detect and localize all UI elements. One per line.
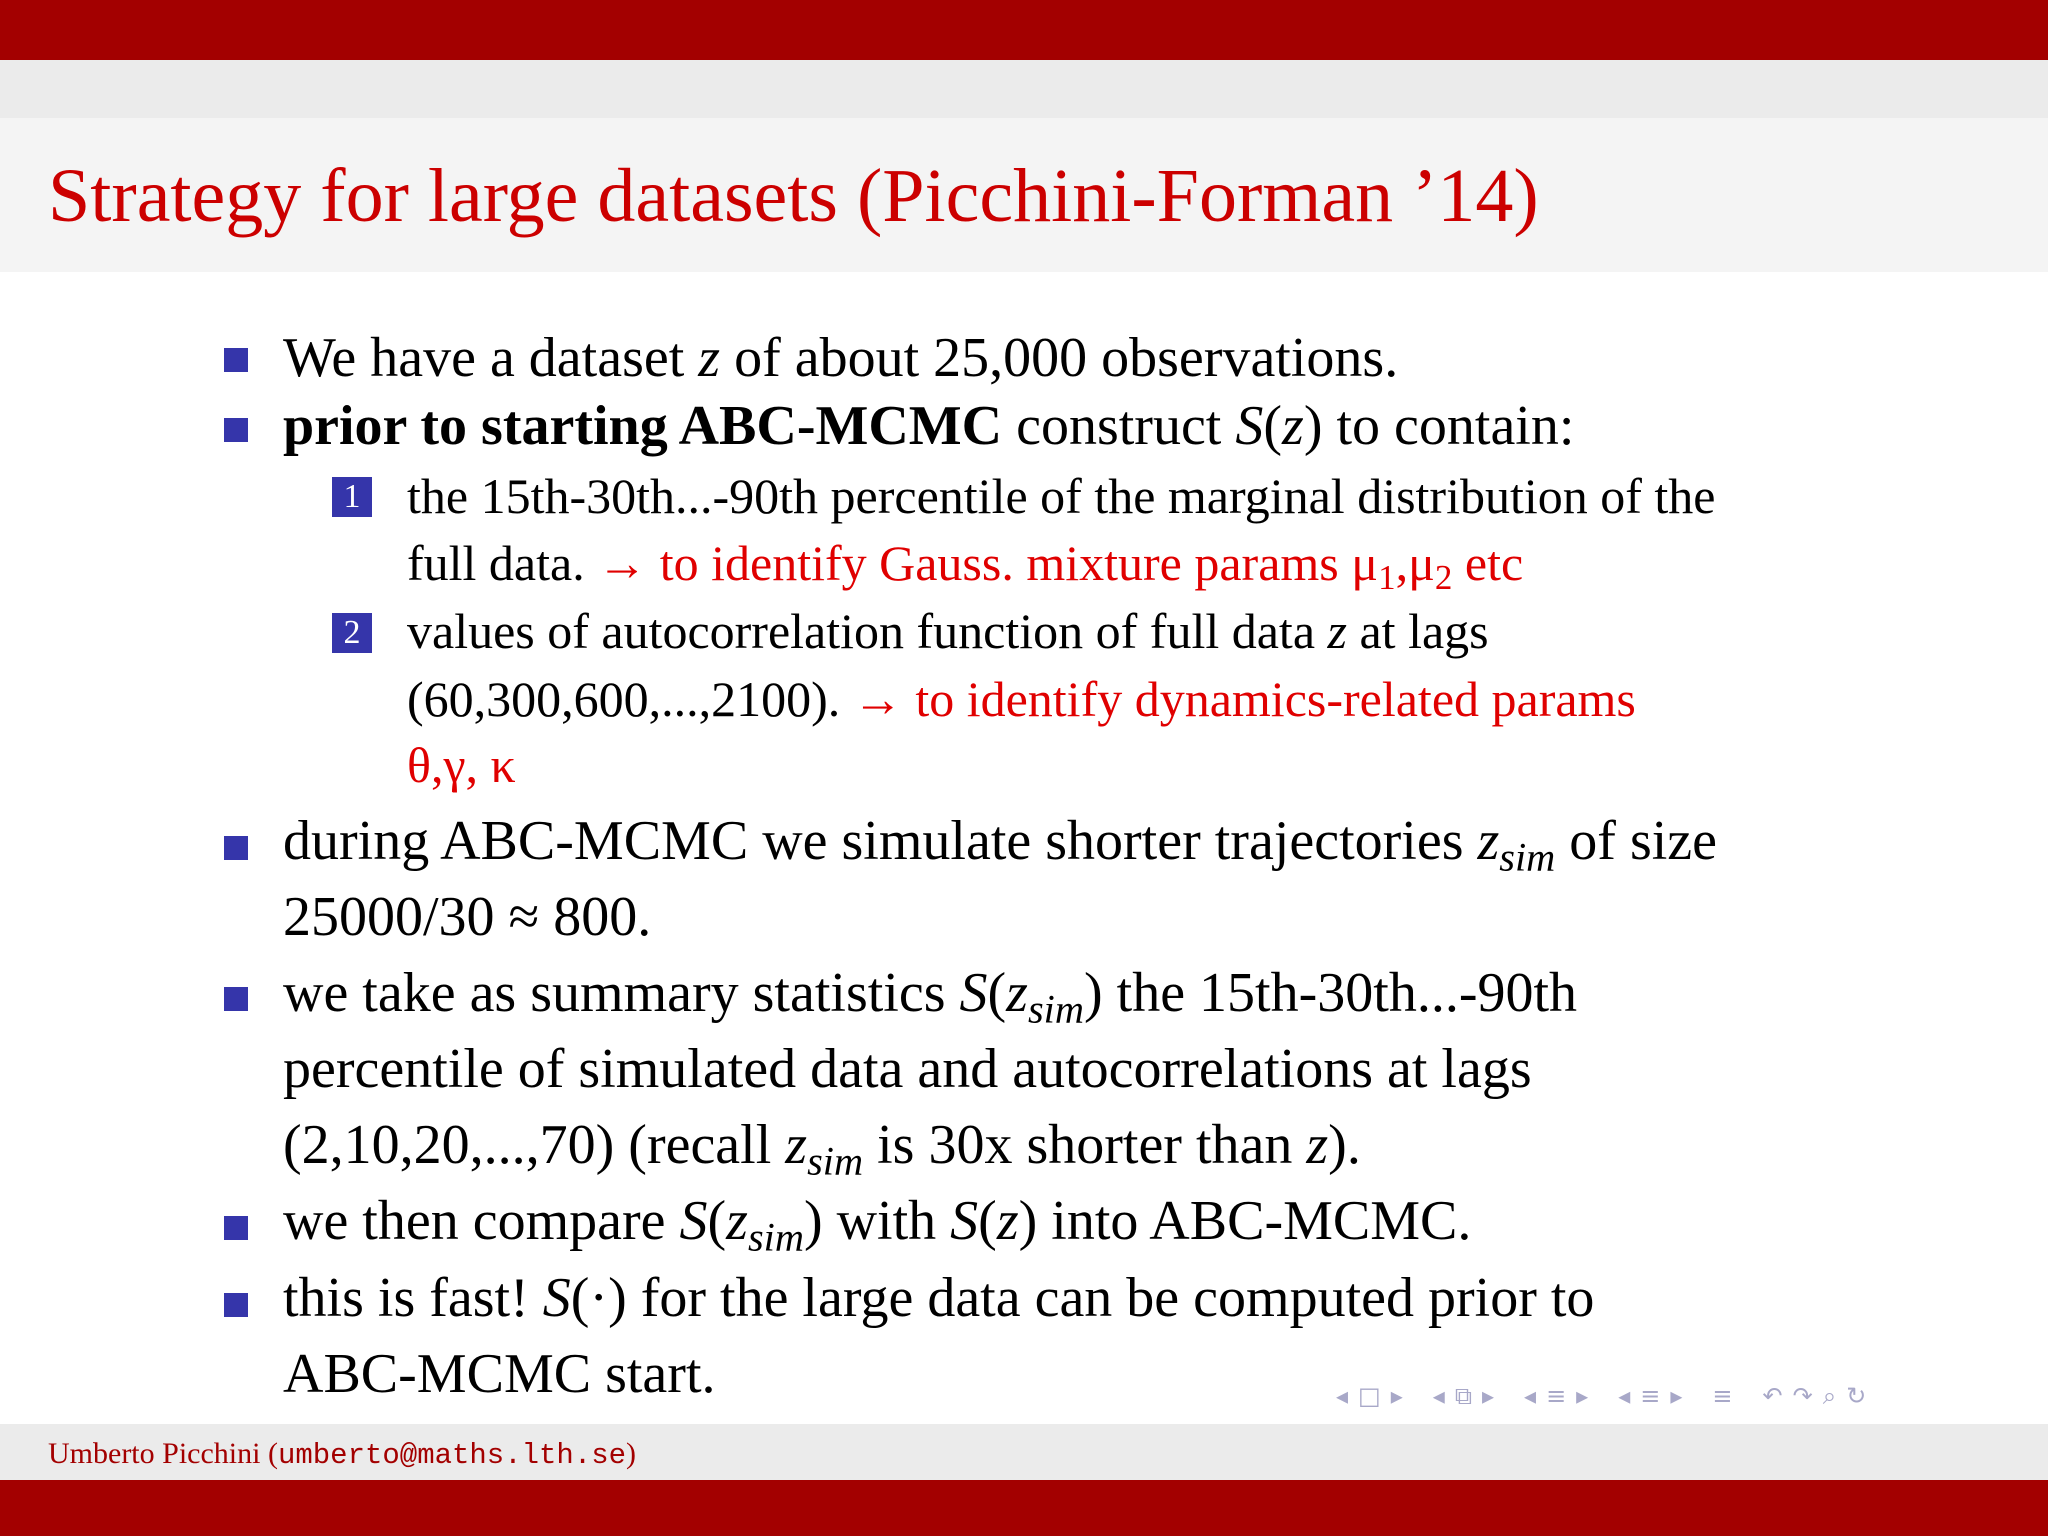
footer [48,1437,636,1472]
highlight-text: θ,γ, κ [407,737,516,793]
bullet-marker [224,1293,248,1317]
bold-text: prior to starting ABC-MCMC [283,395,1003,457]
bullet-marker [224,1216,248,1240]
subitem-1-line-2: full data. → to identify Gauss. mixture params μ1,μ2 etc [407,535,1524,597]
bullet-marker [224,836,248,860]
highlight-subscript: 2 [1434,557,1453,597]
item-6-line-2: ABC-MCMC start. [283,1343,716,1405]
footer-email: umberto@maths.lth.se [277,1439,627,1472]
math-variable: z [1477,810,1500,872]
item-4-line-1: we take as summary statistics $S(z_{sim})$ the 15th-30th...-90th [283,962,1578,1032]
number-marker-1: 1 [332,477,372,517]
math-variable: S [1235,395,1264,457]
footer-paren-close: ) [626,1437,637,1470]
nav-prev-subsection-icon[interactable]: ◂ [1524,1382,1537,1410]
highlight-text: → to identify dynamics-related params [852,671,1636,727]
subscript: sim [747,1214,804,1260]
math-variable: z [785,1114,808,1176]
bottom-bar [0,1480,2048,1536]
bullet-marker [224,987,248,1011]
item-6-line-1: this is fast! S(·) for the large data can be computed prior to [283,1267,1595,1329]
number-marker-2: 2 [332,613,372,653]
subitem-2-line-1: values of autocorrelation function of full data z at lags [407,603,1489,659]
math-variable: z [996,1190,1019,1252]
item-5-line-1: we then compare $S(z_{sim})$ with S(z) into ABC-MCMC. [283,1190,1472,1260]
math-variable: S [959,962,988,1024]
slide-title: Strategy for large datasets (Picchini-Forman ’14) [48,154,1539,238]
nav-prev-section-icon[interactable]: ◂ [1618,1382,1631,1410]
math-variable: S [950,1190,979,1252]
item-3-line-2: 25000/30 ≈ 800. [283,886,652,948]
item-2-line-1: prior to starting ABC-MCMC construct S(z) to contain: [283,395,1575,457]
nav-next-frame-icon[interactable]: ▸ [1390,1382,1403,1410]
nav-frame-icon[interactable]: □ [1358,1382,1381,1410]
beamer-navigation [1336,1376,1876,1416]
nav-slide-icon[interactable]: ⧉ [1454,1382,1472,1410]
nav-subsection-icon[interactable]: ≡ [1546,1382,1567,1410]
highlight-text: ,μ [1395,535,1435,591]
math-variable: z [1006,962,1028,1024]
subscript: sim [807,1138,864,1184]
nav-refresh-icon[interactable]: ↻ [1846,1382,1867,1410]
footer-paren-open: ( [260,1437,278,1470]
bullet-marker [224,418,248,442]
nav-prev-slide-icon[interactable]: ◂ [1432,1382,1445,1410]
nav-next-subsection-icon[interactable]: ▸ [1576,1382,1589,1410]
nav-next-section-icon[interactable]: ▸ [1670,1382,1683,1410]
highlight-text: etc [1452,535,1524,591]
highlight-text: → to identify Gauss. mixture params μ [597,535,1379,591]
math-variable: z [726,1190,748,1252]
math-variable: z [1327,603,1347,659]
nav-forward-icon[interactable]: ↷ [1792,1382,1813,1410]
highlight-subscript: 1 [1378,557,1396,597]
bullet-marker [224,348,248,372]
math-variable: z [1306,1114,1329,1176]
nav-prev-frame-icon[interactable]: ◂ [1336,1382,1349,1410]
item-1-line-1: We have a dataset z of about 25,000 observations. [283,327,1399,389]
item-3-line-1: during ABC-MCMC we simulate shorter trajectories $z_{sim}$ of size [283,810,1718,880]
nav-search-icon[interactable]: ⌕ [1822,1382,1837,1410]
nav-toc-icon[interactable]: ≡ [1712,1382,1733,1410]
item-4-line-2: percentile of simulated data and autocorrelations at lags [283,1038,1532,1100]
math-variable: z [1282,395,1304,457]
math-variable: z [698,327,721,389]
item-4-line-3: (2,10,20,...,70) (recall $z_{sim}$ is 30x shorter than z). [283,1114,1361,1184]
math-variable: S [542,1267,571,1329]
footer-author: Umberto Picchini [48,1437,261,1470]
subitem-1-line-1: the 15th-30th...-90th percentile of the marginal distribution of the [407,468,1716,524]
subitem-2-line-3 [407,737,516,793]
nav-section-icon[interactable]: ≡ [1640,1382,1661,1410]
nav-back-icon[interactable]: ↶ [1762,1382,1783,1410]
math-variable: S [679,1190,708,1252]
subitem-2-line-2: (60,300,600,...,2100). → to identify dynamics-related params [407,671,1636,727]
nav-next-slide-icon[interactable]: ▸ [1481,1382,1495,1410]
subscript: sim [1499,834,1556,880]
subscript: sim [1027,986,1084,1032]
